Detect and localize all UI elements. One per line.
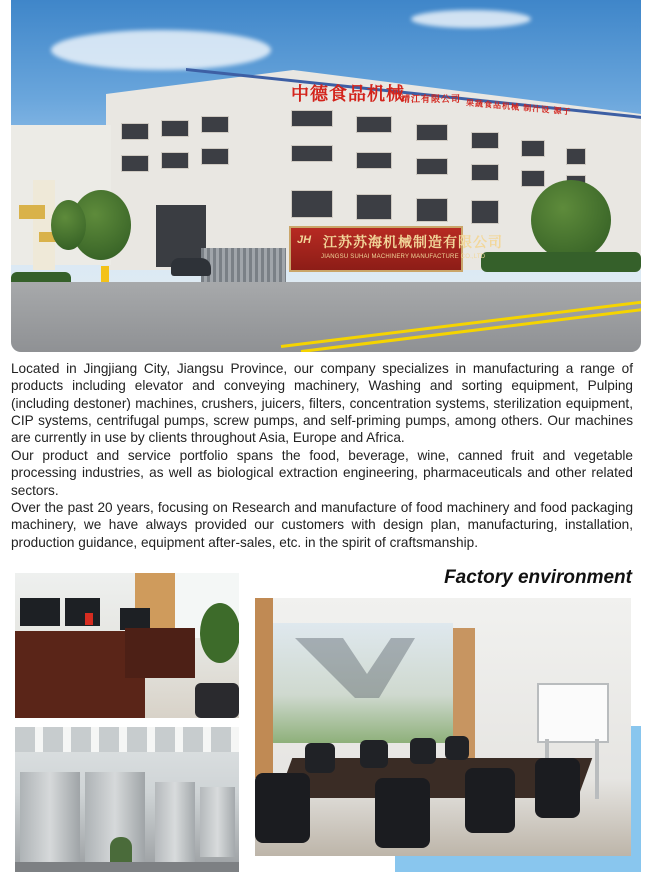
office-photo — [15, 573, 239, 718]
gold-nameplate — [19, 205, 45, 219]
desk — [125, 628, 195, 678]
window — [471, 132, 499, 149]
flag — [85, 613, 93, 625]
electrical-cabinet-workshop-photo — [15, 727, 239, 872]
plant — [200, 603, 239, 663]
control-cabinet — [20, 772, 80, 872]
window — [356, 194, 392, 220]
car — [171, 258, 211, 276]
building-sign-right: 果蔬食品机械 制汁设 源于 — [466, 98, 572, 117]
whiteboard — [537, 683, 609, 743]
meeting-room-photo — [255, 598, 631, 856]
cloud — [411, 10, 531, 28]
section-title-factory-environment: Factory environment — [444, 567, 632, 588]
company-logo: JH — [297, 234, 312, 246]
window — [291, 190, 333, 218]
office-chair — [375, 778, 430, 848]
office-chair — [465, 768, 515, 833]
whiteboard-stand — [595, 739, 599, 799]
window — [566, 148, 586, 165]
intro-paragraph-1: Located in Jingjiang City, Jiangsu Province, our company specializes in manufacturing a range of products including elevator and conveying machinery, Washing and sorting equipment, Pulping (including destoner) machines, crushers, juicers, filters, concentration systems, sterilization equipment, CIP systems, centrifugal pumps, screw pumps, and self-priming pumps, among others. Our machines are currently in use by clients throughout Asia, Europe and Africa. — [11, 361, 633, 446]
plaque-chinese-name: 江苏苏海机械制造有限公司 — [323, 235, 503, 251]
monitor — [20, 598, 60, 626]
monitor — [120, 608, 150, 630]
window — [121, 123, 149, 140]
plaque-english-name: JIANGSU SUHAI MACHINERY MANUFACTURE CO.,LTD — [321, 254, 486, 260]
window — [291, 110, 333, 127]
monitor — [65, 598, 100, 626]
control-cabinet — [200, 787, 235, 857]
window — [521, 140, 545, 157]
window — [416, 124, 448, 141]
intro-paragraph-3: Over the past 20 years, focusing on Research and manufacture of food machinery and food packaging machinery, we have always provided our customers with design plan, manufacturing, installation, production guidance, equipment after-sales, etc. in the spirit of craftsmanship. — [11, 500, 633, 550]
window — [471, 200, 499, 224]
office-chair — [360, 740, 388, 768]
window — [416, 198, 448, 222]
window — [356, 152, 392, 169]
tree — [51, 200, 86, 250]
intro-paragraph-2: Our product and service portfolio spans the food, beverage, wine, canned fruit and vegetable processing industries, as well as biological extraction engineering, pharmaceuticals and other related sectors. — [11, 448, 633, 498]
curtain — [255, 598, 273, 778]
window — [356, 116, 392, 133]
window — [416, 158, 448, 175]
window — [161, 120, 189, 137]
factory-building-photo — [11, 0, 641, 352]
window — [521, 170, 545, 187]
window — [121, 155, 149, 172]
hedge — [481, 252, 641, 272]
floor — [15, 862, 239, 872]
office-chair — [445, 736, 469, 760]
window — [201, 116, 229, 133]
ceiling-lights — [15, 727, 239, 752]
office-chair — [255, 773, 310, 843]
tree — [531, 180, 611, 260]
window — [291, 145, 333, 162]
building-sign-sub: 靖江有限公司 — [401, 94, 462, 104]
office-chair — [305, 743, 335, 773]
building-sign-main: 中德食品机械 — [291, 84, 405, 104]
window — [471, 164, 499, 181]
office-chair — [535, 758, 580, 818]
window — [161, 152, 189, 169]
cloud — [51, 30, 271, 70]
control-cabinet — [155, 782, 195, 862]
company-plaque — [289, 226, 503, 272]
office-chair — [195, 683, 239, 718]
window — [201, 148, 229, 165]
office-chair — [410, 738, 436, 764]
